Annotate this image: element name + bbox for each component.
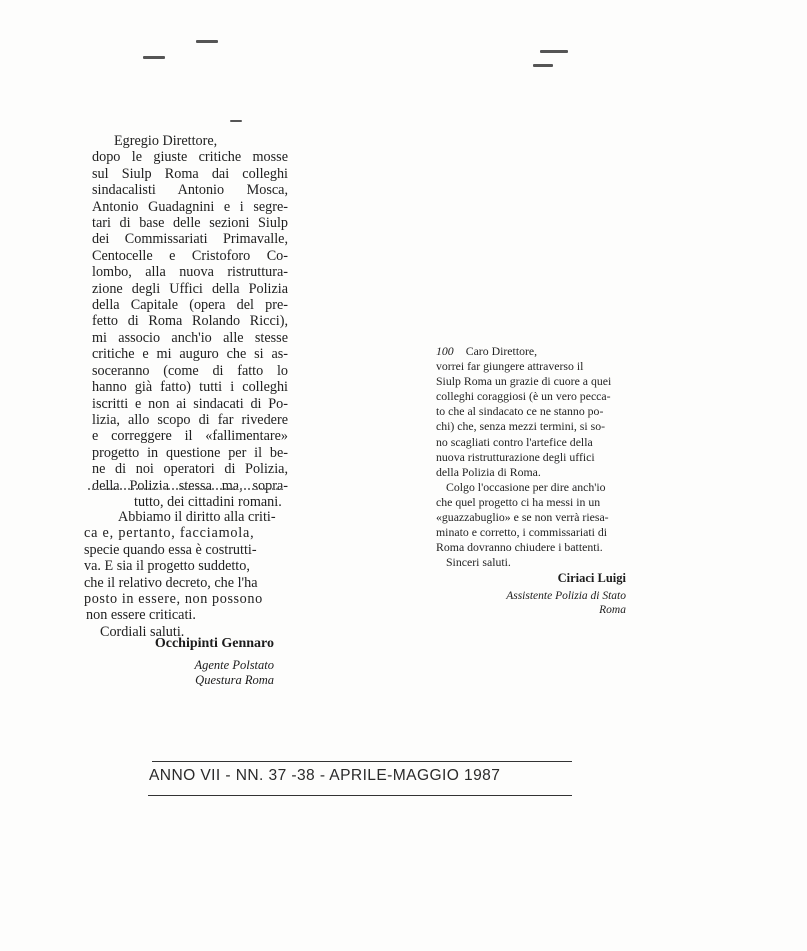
text-line: Roma dovranno chiudere i battenti. bbox=[436, 540, 603, 555]
salutation: Caro Direttore, bbox=[465, 344, 538, 358]
text-line: zione degli Uffici della Polizia bbox=[92, 280, 288, 297]
text-line: colleghi coraggiosi (è un vero pecca- bbox=[436, 389, 611, 404]
text-line: hanno già fatto) tutti i colleghi bbox=[92, 379, 288, 396]
issue-line: ANNO VII - NN. 37 -38 - APRILE-MAGGIO 1987 bbox=[149, 767, 501, 784]
text-line: ne di noi operatori di Polizia, bbox=[92, 461, 288, 478]
footer-rule-top bbox=[152, 761, 572, 762]
text-line: iscritti e non ai sindacati di Po- bbox=[92, 395, 288, 412]
text-line: della Capitale (opera del pre- bbox=[92, 297, 288, 314]
letter-one-body bbox=[92, 133, 288, 510]
signature-office: Roma bbox=[599, 604, 626, 616]
text-line: soceranno (come di fatto lo bbox=[92, 362, 288, 379]
text-line: Antonio Guadagnini e i segre- bbox=[92, 198, 288, 215]
text-line: mi associo anch'io alle stesse bbox=[92, 329, 288, 346]
text-line: progetto in questione per il be- bbox=[92, 444, 288, 461]
text-line: della Polizia di Roma. bbox=[436, 464, 541, 479]
text-line: Colgo l'occasione per dire anch'io bbox=[446, 479, 606, 494]
signature-office: Questura Roma bbox=[195, 673, 274, 687]
text-line: dopo le giuste critiche mosse bbox=[92, 149, 288, 166]
signature-block bbox=[150, 636, 274, 688]
letter-one-body-continued bbox=[84, 509, 278, 640]
text-line: dei Commissariati Primavalle, bbox=[92, 231, 288, 248]
signature-name: Ciriaci Luigi bbox=[557, 571, 626, 585]
text-line: nuova ristrutturazione degli uffici bbox=[436, 449, 595, 464]
scan-speck bbox=[196, 40, 218, 43]
closing-line: Sinceri saluti. bbox=[446, 555, 511, 570]
scan-speck bbox=[540, 50, 568, 53]
text-line: che il relativo decreto, che l'ha bbox=[84, 574, 258, 591]
text-line: chi) che, senza mezzi termini, si so- bbox=[436, 419, 606, 434]
signature-role: Assistente Polizia di Stato bbox=[506, 590, 626, 602]
text-line: vorrei far giungere attraverso il bbox=[436, 359, 584, 374]
text-line: critiche e mi auguro che si as- bbox=[92, 346, 288, 363]
letter-two-body bbox=[436, 344, 626, 570]
text-line: Egregio Direttore, bbox=[114, 133, 218, 149]
scan-speck bbox=[230, 120, 242, 122]
text-line: tutto, dei cittadini romani. bbox=[134, 493, 282, 510]
letter-number: 100 bbox=[436, 344, 454, 358]
closing-line: Cordiali saluti. bbox=[100, 623, 185, 640]
text-line: va. E sia il progetto suddetto, bbox=[84, 558, 250, 575]
signature-block bbox=[478, 571, 626, 617]
text-line: ca e, pertanto, facciamola, bbox=[84, 525, 255, 542]
text-line: che quel progetto ci ha messi in un bbox=[436, 494, 601, 509]
text-line: della Polizia stessa ma, sopra- bbox=[92, 477, 288, 494]
text-line: Centocelle e Cristoforo Co- bbox=[92, 247, 288, 264]
text-line: Siulp Roma un grazie di cuore a quei bbox=[436, 374, 612, 389]
text-line: «guazzabuglio» e se non verrà riesa- bbox=[436, 510, 609, 525]
signature-role: Agente Polstato bbox=[194, 658, 274, 672]
signature-name: Occhipinti Gennaro bbox=[154, 636, 274, 651]
text-line: e correggere il «fallimentare» bbox=[92, 428, 288, 445]
dotted-separator bbox=[88, 488, 282, 490]
text-line: Abbiamo il diritto alla criti- bbox=[118, 509, 276, 525]
text-line bbox=[436, 344, 626, 359]
text-line: specie quando essa è costrutti- bbox=[84, 541, 257, 558]
footer-rule-bottom bbox=[148, 795, 572, 796]
text-line: posto in essere, non possono bbox=[84, 591, 263, 608]
text-line: no scagliati contro l'artefice della bbox=[436, 434, 593, 449]
text-line: non essere criticati. bbox=[86, 607, 196, 624]
text-line: minato e corretto, i commissariati di bbox=[436, 525, 608, 540]
text-line: tari di base delle sezioni Siulp bbox=[92, 215, 288, 232]
text-line: lombo, alla nuova ristruttura- bbox=[92, 264, 288, 281]
scan-speck bbox=[533, 64, 553, 67]
text-line: lizia, allo scopo di far rivedere bbox=[92, 411, 288, 428]
scan-speck bbox=[143, 56, 165, 59]
text-line: to che al sindacato ce ne stanno po- bbox=[436, 404, 604, 419]
text-line: sul Siulp Roma dai colleghi bbox=[92, 165, 288, 182]
text-line: fetto di Roma Rolando Ricci), bbox=[92, 313, 288, 330]
text-line: sindacalisti Antonio Mosca, bbox=[92, 182, 288, 199]
